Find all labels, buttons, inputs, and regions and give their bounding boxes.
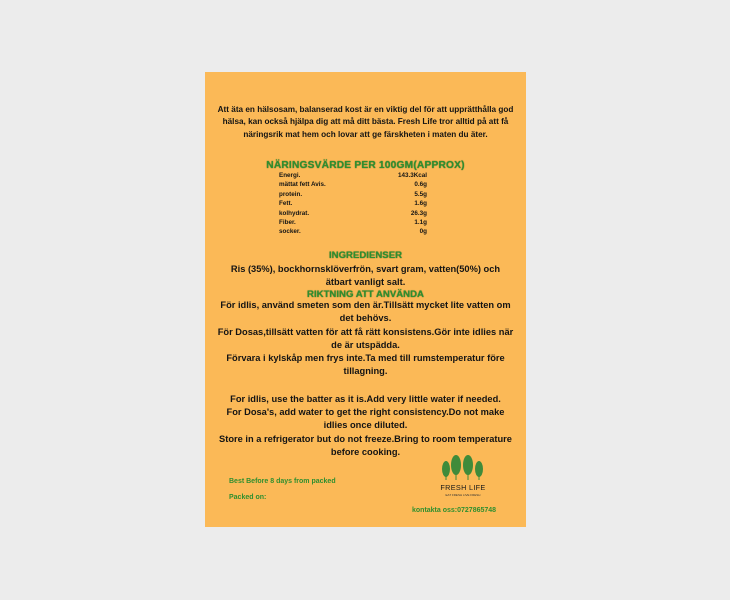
product-label xyxy=(205,72,526,527)
contact-text: kontakta oss:0727865748 xyxy=(412,507,497,514)
nutrient-name: Energi. xyxy=(279,172,301,179)
nutrient-name: mättat fett Avis. xyxy=(279,181,326,189)
nutrition-row xyxy=(279,190,427,199)
direction-line: For idlis, use the batter as it is.Add very little water if needed. xyxy=(230,393,501,404)
brand-name: FRESH LIFE xyxy=(440,483,486,492)
nutrition-row xyxy=(279,218,427,227)
directions-heading: RIKTNING ATT ANVÄNDA xyxy=(307,289,424,300)
nutrient-name: Fett. xyxy=(279,200,293,208)
spacer xyxy=(217,379,514,393)
intro-text: Att äta en hälsosam, balanserad kost är en viktig del för att upprätthålla god hälsa, kan också hjälpa dig att må ditt bästa. Fresh Life tror alltid på att få näringsrik mat hem och lovar att ge färskheten i maten du äter. xyxy=(217,105,514,139)
nutrition-heading: NÄRINGSVÄRDE PER 100GM(APPROX) xyxy=(266,160,465,171)
direction-line: For Dosa's, add water to get the right consistency.Do not make idlies once diluted. xyxy=(226,407,505,431)
nutrient-value: 1.6g xyxy=(414,200,427,208)
direction-line: För idlis, använd smeten som den är.Tillsätt mycket lite vatten om det behövs. xyxy=(220,300,511,324)
nutrient-name: kolhydrat. xyxy=(279,209,310,217)
nutrient-value: 0g xyxy=(419,228,427,236)
ingredients-text: Ris (35%), bockhornsklöverfrön, svart gram, vatten(50%) och ätbart vanligt salt. xyxy=(230,264,501,287)
nutrient-name: socker. xyxy=(279,228,301,236)
nutrition-table xyxy=(279,171,427,237)
best-before-text: Best Before 8 days from packed xyxy=(229,478,336,485)
nutrient-name: Fiber. xyxy=(279,219,296,227)
nutrition-row xyxy=(279,199,427,208)
nutrition-row xyxy=(279,171,427,180)
direction-line: Förvara i kylskåp men frys inte.Ta med till rumstemperatur före tillagning. xyxy=(226,353,505,377)
nutrient-value: 5.5g xyxy=(414,190,427,198)
brand-tagline: EAT FRESH LIVE FRESH xyxy=(445,493,481,497)
fresh-life-logo xyxy=(433,454,493,504)
ingredients-heading: INGREDIENSER xyxy=(328,250,403,261)
nutrient-value: 26.3g xyxy=(410,209,427,217)
nutrition-row xyxy=(279,209,427,218)
nutrient-value: 143.3Kcal xyxy=(397,172,427,179)
nutrient-value: 1.1g xyxy=(414,219,427,227)
trees-icon xyxy=(441,454,485,480)
nutrition-row xyxy=(279,180,427,189)
direction-line: Store in a refrigerator but do not freeze.Bring to room temperature before cooking. xyxy=(219,433,512,457)
direction-line: För Dosas,tillsätt vatten för att få rätt konsistens.Gör inte idlies när de är utspädda. xyxy=(217,326,514,350)
nutrition-row xyxy=(279,227,427,236)
packed-on-text: Packed on: xyxy=(229,494,267,501)
directions-block xyxy=(217,299,514,459)
nutrient-value: 0.6g xyxy=(414,181,427,189)
nutrient-name: protein. xyxy=(279,190,303,198)
